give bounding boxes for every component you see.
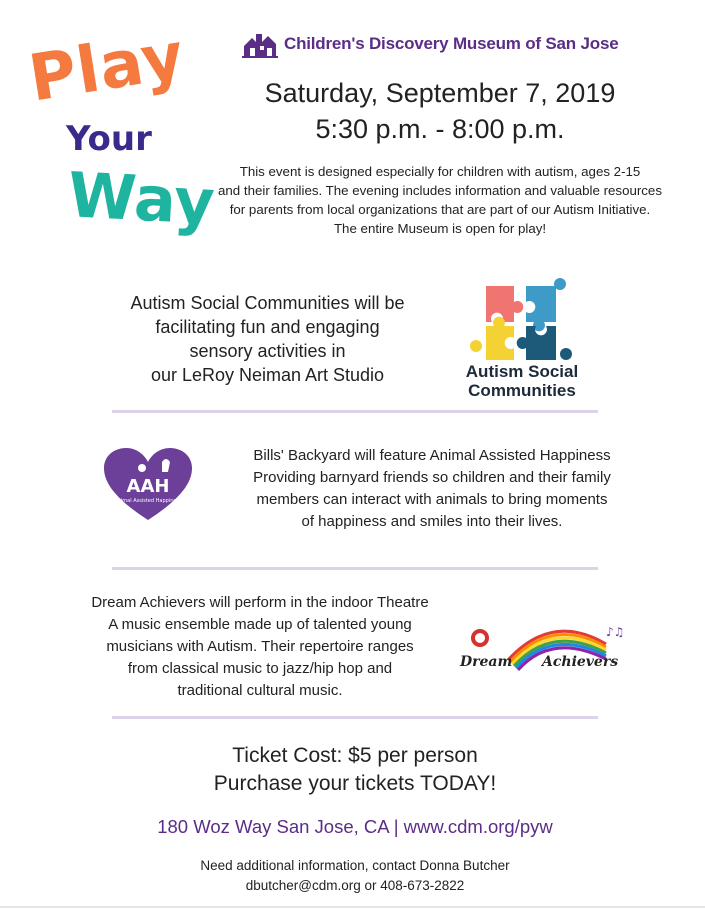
- asc-logo-name-line: Communities: [468, 381, 576, 400]
- your-word: Your: [66, 119, 152, 159]
- aah-subtitle: Animal Assisted Happiness: [114, 498, 182, 504]
- dream-line: A music ensemble made up of talented young: [108, 616, 412, 633]
- heart-logo-icon: [104, 448, 192, 522]
- bills-line: Bills' Backyard will feature Animal Assisted Happiness: [253, 447, 611, 464]
- bottom-rule: [0, 906, 705, 908]
- museum-logo-icon: [242, 30, 278, 58]
- museum-name: Children's Discovery Museum of San Jose: [284, 34, 619, 53]
- svg-text:♪♫: ♪♫: [606, 625, 625, 639]
- event-description-line: This event is designed especially for children with autism, ages 2-15: [239, 164, 641, 179]
- asc-description: [105, 291, 430, 387]
- bills-line: members can interact with animals to bring moments: [256, 491, 608, 508]
- asc-logo-name: [452, 362, 592, 400]
- rainbow-logo-icon: [456, 614, 628, 676]
- ticket-cost: Ticket Cost: $5 per person: [232, 744, 478, 767]
- contact-email-phone[interactable]: dbutcher@cdm.org or 408-673-2822: [245, 878, 465, 893]
- way-word: Way: [66, 158, 217, 239]
- section-divider: [112, 410, 598, 413]
- event-description-line: and their families. The evening includes information and valuable resources: [218, 183, 662, 198]
- asc-line: Autism Social Communities will be: [130, 293, 405, 313]
- bills-line: Providing barnyard friends so children and their family: [253, 469, 611, 486]
- event-description: [195, 162, 685, 238]
- asc-line: facilitating fun and engaging: [155, 317, 380, 337]
- asc-line: our LeRoy Neiman Art Studio: [150, 365, 385, 385]
- address-website[interactable]: 180 Woz Way San Jose, CA | www.cdm.org/pyw: [157, 816, 553, 837]
- event-time: 5:30 p.m. - 8:00 p.m.: [315, 114, 565, 144]
- contact-line: Need additional information, contact Donna Butcher: [200, 858, 510, 873]
- dream-line: Dream Achievers will perform in the indoor Theatre: [91, 594, 429, 611]
- aah-letters: AAH: [126, 476, 170, 497]
- achievers-logo-word: Achievers: [542, 654, 619, 670]
- dream-line: musicians with Autism. Their repertoire ranges: [106, 638, 414, 655]
- purchase-callout: Purchase your tickets TODAY!: [213, 772, 497, 795]
- event-description-line: for parents from local organizations that are part of our Autism Initiative.: [229, 202, 651, 217]
- dream-description: [60, 592, 460, 702]
- museum-header: [242, 28, 662, 60]
- dream-line: traditional cultural music.: [177, 682, 343, 699]
- bills-description: [222, 445, 642, 533]
- section-divider: [112, 567, 598, 570]
- dream-logo-word: Dream: [460, 654, 513, 670]
- event-date: Saturday, September 7, 2019: [264, 78, 616, 108]
- asc-line: sensory activities in: [189, 341, 346, 361]
- event-description-line: The entire Museum is open for play!: [333, 221, 547, 236]
- section-divider: [112, 716, 598, 719]
- asc-logo-name-line: Autism Social: [465, 362, 579, 381]
- play-word: Play: [24, 19, 190, 117]
- bills-line: of happiness and smiles into their lives.: [301, 513, 563, 530]
- dream-line: from classical music to jazz/hip hop and: [127, 660, 393, 677]
